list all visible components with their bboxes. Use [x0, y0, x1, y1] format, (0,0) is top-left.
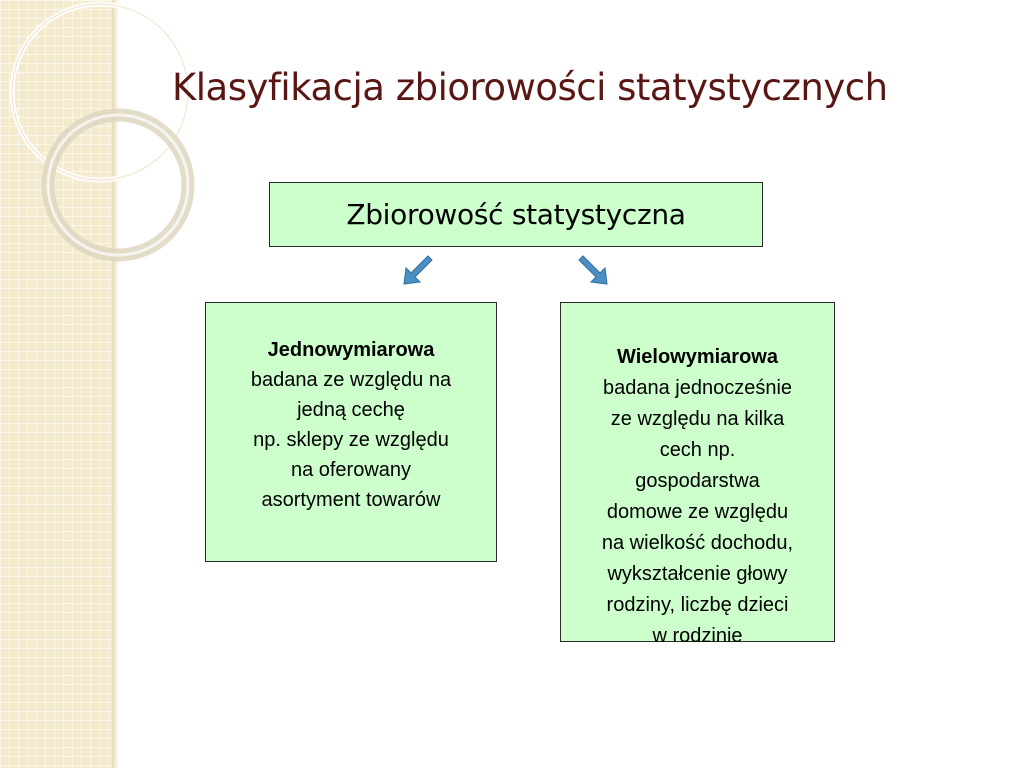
arrow-down-left-icon	[401, 253, 435, 287]
one-dimensional-heading: Jednowymiarowa	[267, 339, 435, 361]
arrow-down-right-icon	[576, 253, 610, 287]
multi-dimensional-heading: Wielowymiarowa	[617, 346, 778, 368]
decorative-rings	[0, 0, 200, 280]
multi-dimensional-box	[560, 302, 835, 647]
root-concept-label: Zbiorowość statystyczna	[346, 198, 686, 231]
root-concept-box	[269, 182, 763, 247]
slide-title: Klasyfikacja zbiorowości statystycznych	[172, 66, 888, 109]
one-dimensional-description: badana ze względu na jedną cechę np. sklepy ze względu na oferowany asortyment towarów	[250, 369, 452, 511]
one-dimensional-box	[205, 302, 497, 562]
multi-dimensional-description: badana jednocześnie ze względu na kilka cech np. gospodarstwa domowe ze względu na wielkość dochodu, wykształcenie głowy rodziny, liczbę dzieci w rodzinie	[601, 377, 794, 647]
